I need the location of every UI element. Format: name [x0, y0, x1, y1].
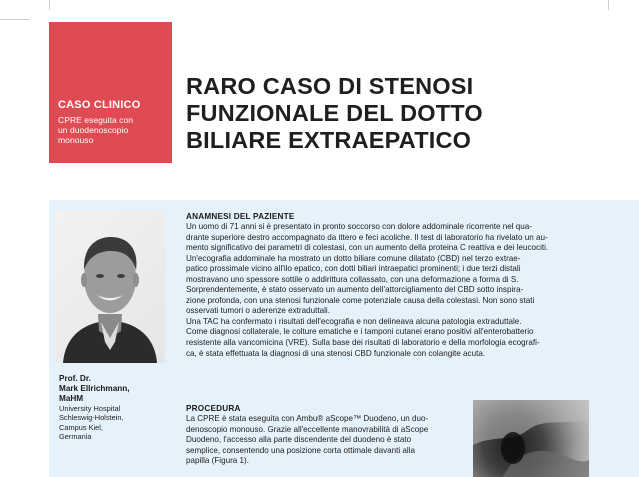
anamnesis-section	[186, 212, 591, 359]
procedure-body: La CPRE è stata eseguita con Ambu® aScope™ Duodeno, un duo- denoscopio monouso. Grazie all'eccellente manovrabilità di aScope Duodeno, l'accesso alla parte discendente del duodeno è stato semplice, consentendo una posizione corta ottimale davanti alla papilla (Figura 1).	[186, 414, 429, 466]
article-title: RARO CASO DI STENOSI FUNZIONALE DEL DOTTO BILIARE EXTRAEPATICO	[186, 73, 483, 153]
anamnesis-heading: ANAMNESI DEL PAZIENTE	[186, 212, 295, 221]
author-photo	[55, 210, 165, 363]
crop-mark-top-left-vertical	[49, 0, 50, 10]
category-subtitle: CPRE eseguita con un duodenoscopio monouso	[58, 115, 133, 146]
author-name: Prof. Dr. Mark Ellrichmann, MaHM	[59, 374, 130, 403]
crop-mark-top-right	[608, 0, 609, 10]
category-box	[49, 22, 172, 163]
author-portrait-image	[55, 210, 165, 363]
author-affiliation: University Hospital Schleswig-Holstein, Campus Kiel, Germania	[59, 404, 124, 442]
anamnesis-body: Un uomo di 71 anni si è presentato in pronto soccorso con dolore addominale ricorrente nel qua- drante superiore destro accompagnato da ittero e feci acoliche. Il test di laboratorio ha rivelato un au- mento significativo dei parametri di colestasi, con un aumento della proteina C reattiva e dei leucociti. Un'ecografia addominale ha mostrato un dotto biliare comune dilatato (CBD) nel terzo extrae- patico prossimale vicino all'ilo epatico, con dotti biliari intraepatici prominenti; i due terzi distali mostravano uno spessore sottile o addirittura collassato, con una deformazione a forma di S. Sorprendentemente, è stato osservato un aumento dell'attorcigliamento del CBD sotto inspira- zione profonda, con una stenosi funzionale come potenziale causa della colestasi. Non sono stati osservati tumori o aderenze extraduttali. Una TAC ha confermato i risultati dell'ecografia e non delineava alcuna patologia extraduttale. Come diagnosi collaterale, le colture ematiche e i tamponi cutanei erano positivi all'enterobatterio resistente alla vancomicina (VRE). Sulla base dei risultati di laboratorio e della morfologia ecografi- ca, è stata effettuata la diagnosi di una stenosi CBD funzionale con colangite acuta.	[186, 222, 549, 358]
category-label: CASO CLINICO	[58, 99, 141, 111]
crop-mark-top-left	[0, 19, 30, 20]
procedure-section	[186, 404, 471, 467]
endoscopy-view-graphic	[473, 400, 589, 477]
endoscopy-figure-image	[473, 400, 589, 477]
procedure-heading: PROCEDURA	[186, 404, 241, 413]
